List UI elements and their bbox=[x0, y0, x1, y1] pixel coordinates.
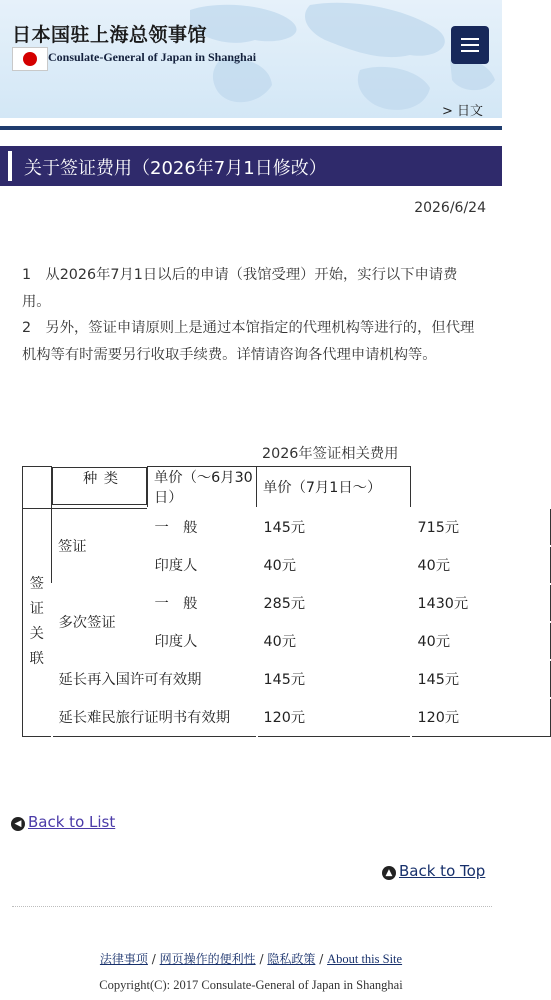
back-to-list-link[interactable] bbox=[11, 813, 115, 831]
price-new: 40元 bbox=[411, 546, 551, 584]
site-header bbox=[0, 0, 502, 118]
fee-table bbox=[22, 466, 551, 737]
site-title[interactable]: 日本国驻上海总领事馆 bbox=[12, 24, 208, 46]
footer-link-legal[interactable]: 法律事项 bbox=[99, 952, 148, 966]
menu-icon-bar bbox=[461, 44, 479, 46]
page-title: 关于签证费用（2026年7月1日修改） bbox=[24, 158, 327, 179]
table-header-price-new: 单价（7月1日～） bbox=[257, 467, 411, 509]
category-multiple-visa: 多次签证 bbox=[52, 584, 148, 660]
price-new: 120元 bbox=[411, 698, 551, 736]
group-char: 联 bbox=[29, 651, 44, 667]
table-header-kind-right: 类 bbox=[103, 470, 118, 487]
price-old: 40元 bbox=[257, 622, 411, 660]
price-old: 120元 bbox=[257, 698, 411, 736]
subcategory-indian: 印度人 bbox=[148, 622, 257, 660]
subcategory-indian: 印度人 bbox=[148, 546, 257, 584]
footer-links bbox=[0, 950, 502, 967]
subcategory-general: 一 般 bbox=[148, 508, 257, 546]
back-to-top-link[interactable] bbox=[382, 862, 485, 880]
footer-divider bbox=[12, 906, 492, 907]
circle-arrow-up-icon: ▲ bbox=[382, 866, 396, 880]
group-char: 关 bbox=[29, 626, 44, 642]
publish-date: 2026/6/24 bbox=[414, 200, 486, 216]
footer-separator: / bbox=[259, 952, 264, 966]
table-header-kind-left: 种 bbox=[83, 470, 98, 487]
menu-button[interactable] bbox=[451, 26, 489, 64]
table-header-price-old: 单价（～6月30日） bbox=[148, 467, 257, 509]
back-to-top-label[interactable]: Back to Top bbox=[399, 862, 486, 880]
header-rule bbox=[0, 126, 502, 130]
price-old: 285元 bbox=[257, 584, 411, 622]
category-reentry-extension: 延长再入国许可有效期 bbox=[52, 660, 257, 698]
table-header-row bbox=[23, 467, 551, 509]
japan-flag-icon bbox=[12, 47, 48, 71]
price-new: 715元 bbox=[411, 508, 551, 546]
subcategory-general: 一 般 bbox=[148, 584, 257, 622]
menu-icon-bar bbox=[461, 50, 479, 52]
price-old: 145元 bbox=[257, 508, 411, 546]
table-caption: 2026年签证相关费用 bbox=[262, 446, 399, 462]
footer-link-about[interactable]: About this Site bbox=[327, 952, 403, 966]
language-link-label: 日文 bbox=[457, 104, 484, 118]
price-old: 145元 bbox=[257, 660, 411, 698]
table-row bbox=[23, 584, 551, 622]
footer-separator: / bbox=[319, 952, 324, 966]
table-header-kind bbox=[52, 467, 147, 505]
body-text bbox=[22, 262, 482, 368]
category-visa: 签证 bbox=[52, 508, 148, 584]
price-new: 1430元 bbox=[411, 584, 551, 622]
footer-link-accessibility[interactable]: 网页操作的便利性 bbox=[159, 952, 256, 966]
table-header-empty bbox=[23, 467, 52, 509]
title-accent bbox=[8, 151, 12, 181]
group-label-visa bbox=[23, 508, 52, 736]
copyright: Copyright(C): 2017 Consulate-General of Japan in Shanghai bbox=[99, 978, 403, 992]
footer-link-privacy[interactable]: 隐私政策 bbox=[267, 952, 316, 966]
back-to-list-label[interactable]: Back to List bbox=[28, 813, 116, 831]
paragraph-1: 1 从2026年7月1日以后的申请（我馆受理）开始，实行以下申请费用。 bbox=[22, 267, 458, 310]
circle-arrow-left-icon: ◀ bbox=[11, 817, 25, 831]
page-title-bar bbox=[0, 146, 502, 186]
group-char: 证 bbox=[29, 601, 44, 617]
table-row bbox=[23, 660, 551, 698]
price-old: 40元 bbox=[257, 546, 411, 584]
category-refugee-doc-extension: 延长难民旅行证明书有效期 bbox=[52, 698, 257, 736]
price-new: 145元 bbox=[411, 660, 551, 698]
paragraph-2: 2 另外，签证申请原则上是通过本馆指定的代理机构等进行的，但代理机构等有时需要另行收取手续费。详情请咨询各代理申请机构等。 bbox=[22, 320, 475, 363]
price-new: 40元 bbox=[411, 622, 551, 660]
menu-icon bbox=[461, 38, 479, 40]
table-row bbox=[23, 508, 551, 546]
group-char: 签 bbox=[29, 576, 44, 592]
footer-separator: / bbox=[151, 952, 156, 966]
language-link-japanese[interactable] bbox=[442, 100, 483, 118]
table-row bbox=[23, 698, 551, 736]
site-subtitle[interactable]: Consulate-General of Japan in Shanghai bbox=[48, 50, 257, 64]
chevron-right-icon: > bbox=[442, 104, 453, 118]
